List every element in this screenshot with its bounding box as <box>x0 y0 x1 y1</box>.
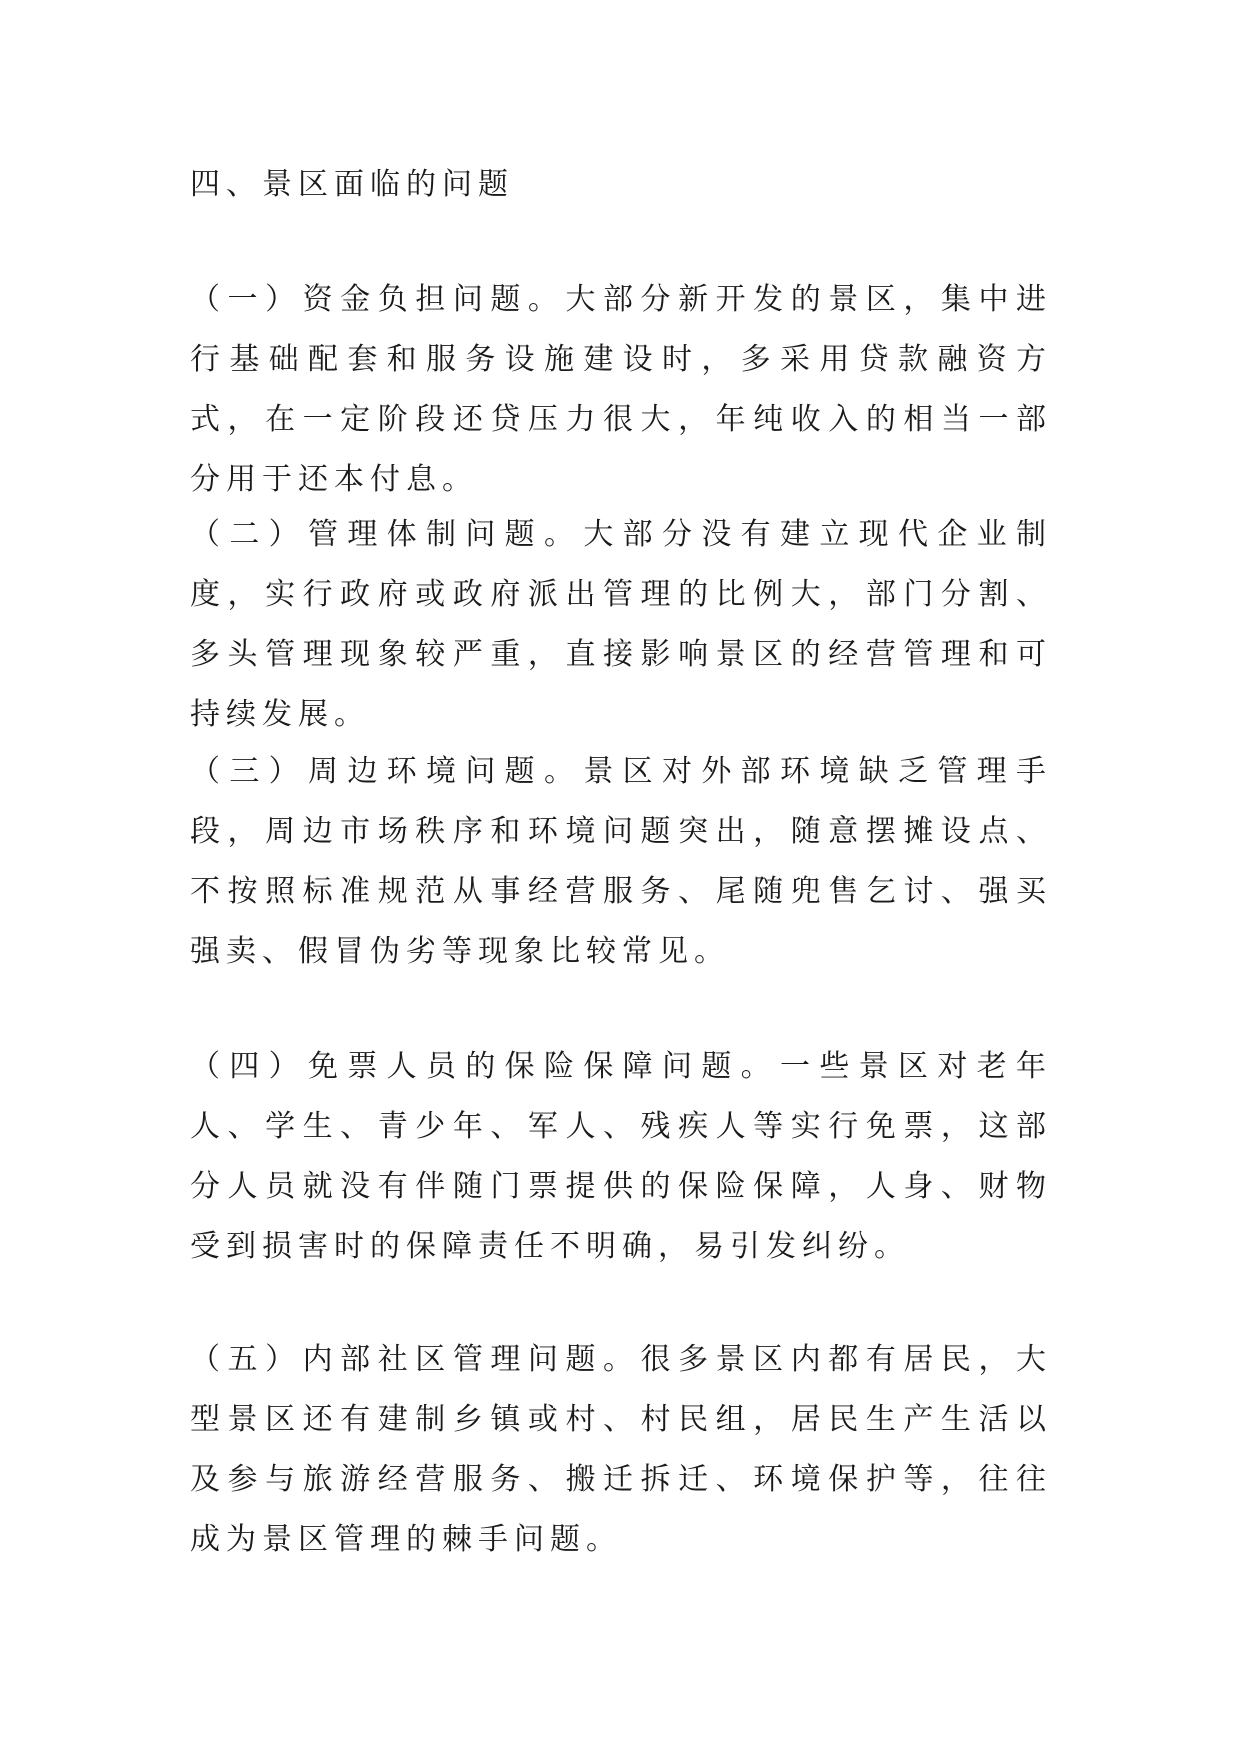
paragraph-free-ticket-insurance: （四）免票人员的保险保障问题。一些景区对老年人、学生、青少年、军人、残疾人等实行免票，这部分人员就没有伴随门票提供的保险保障，人身、财物受到损害时的保障责任不明确，易引发纠纷。 <box>190 1049 1052 1264</box>
paragraph-funding: （一）资金负担问题。大部分新开发的景区，集中进行基础配套和服务设施建设时，多采用贷款融资方式，在一定阶段还贷压力很大，年纯收入的相当一部分用于还本付息。 <box>190 282 1052 497</box>
paragraph-community-management: （五）内部社区管理问题。很多景区内都有居民，大型景区还有建制乡镇或村、村民组，居民生产生活以及参与旅游经营服务、搬迁拆迁、环境保护等，往往成为景区管理的棘手问题。 <box>190 1342 1052 1557</box>
paragraph-management-system: （二）管理体制问题。大部分没有建立现代企业制度，实行政府或政府派出管理的比例大，部门分割、多头管理现象较严重，直接影响景区的经营管理和可持续发展。 <box>190 517 1052 732</box>
section-heading: 四、景区面临的问题 <box>190 167 514 202</box>
paragraph-surrounding-environment: （三）周边环境问题。景区对外部环境缺乏管理手段，周边市场秩序和环境问题突出，随意摆摊设点、不按照标准规范从事经营服务、尾随兜售乞讨、强买强卖、假冒伪劣等现象比较常见。 <box>190 754 1052 969</box>
